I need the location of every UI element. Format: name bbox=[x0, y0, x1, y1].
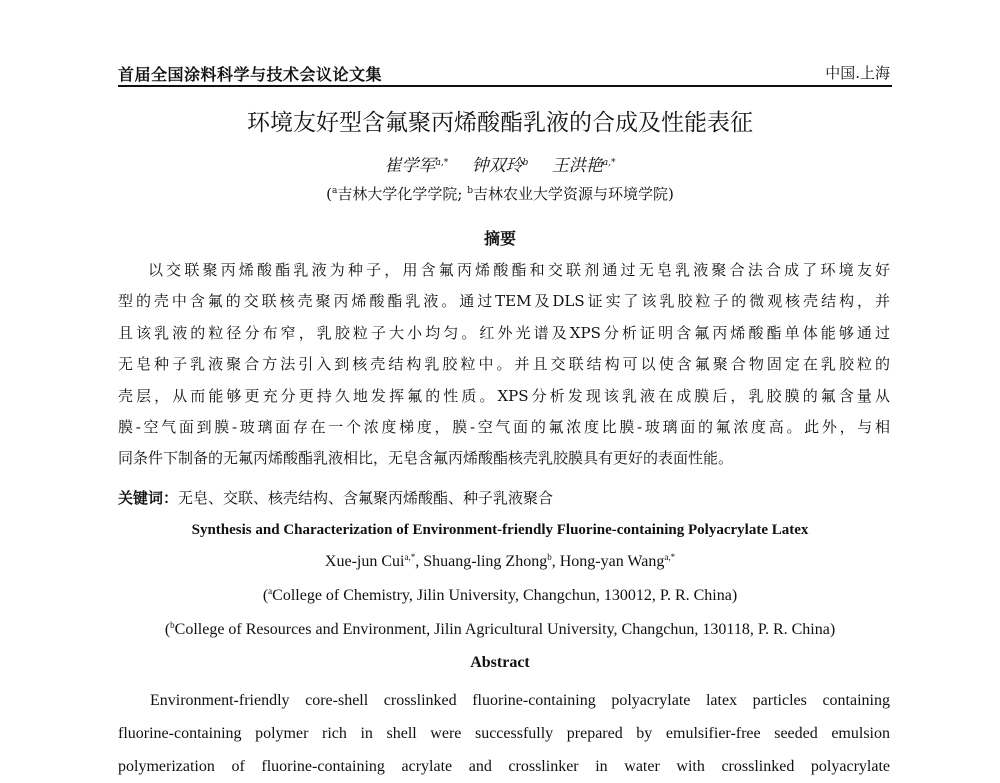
abstract-heading-cn: 摘要 bbox=[483, 229, 516, 248]
affiliations-cn: ($^a$吉林大学化学学院; $^b$吉林农业大学资源与环境学院) bbox=[326, 185, 674, 203]
author-3: 王洪艳$^{a,*}$ bbox=[551, 156, 616, 176]
abstract-body-en bbox=[118, 684, 890, 783]
paper-title-en: Synthesis and Characterization of Environment-friendly Fluorine-containing Polyacrylate Latex bbox=[191, 522, 809, 538]
running-header-location: 中国.上海 bbox=[825, 64, 890, 82]
abstract-line: 壳层，从而能够更充分更持久地发挥氟的性质。XPS分析发现该乳液在成膜后，乳胶膜的氟含量从 bbox=[118, 386, 890, 405]
keywords-text: 无皂、交联、核壳结构、含氟聚丙烯酸酯、种子乳液聚合 bbox=[178, 489, 554, 507]
running-header-title: 首届全国涂料科学与技术会议论文集 bbox=[118, 65, 383, 84]
keywords-cn bbox=[118, 487, 553, 508]
authors-cn bbox=[0, 151, 1000, 176]
abstract-line: 无皂种子乳液聚合方法引入到核壳结构乳胶粒中。并且交联结构可以使含氟聚合物固定在乳胶粒的 bbox=[118, 355, 890, 374]
abstract-line-en: Environment-friendly core-shell crosslinked fluorine-containing polyacrylate latex particles containing bbox=[150, 692, 890, 709]
keywords-label: 关键词： bbox=[118, 489, 179, 507]
abstract-body-cn bbox=[118, 255, 890, 475]
abstract-line-en: polymerization of fluorine-containing acrylate and crosslinker in water with crosslinked polyacrylate bbox=[118, 758, 890, 775]
author-1: 崔学军$^{a,*}$ bbox=[384, 156, 449, 176]
abstract-line-en: fluorine-containing polymer rich in shell were successfully prepared by emulsifier-free seeded emulsion bbox=[118, 725, 890, 742]
paper-title-cn: 环境友好型含氟聚丙烯酸酯乳液的合成及性能表征 bbox=[247, 110, 753, 136]
abstract-line: 膜-空气面到膜-玻璃面存在一个浓度梯度，膜-空气面的氟浓度比膜-玻璃面的氟浓度高。此外，与相 bbox=[118, 418, 890, 437]
authors-en: Xue-jun Cui$^{a,*}$, Shuang-ling Zhong$^b$, Hong-yan Wang$^{a,*}$ bbox=[324, 552, 676, 570]
abstract-line: 以交联聚丙烯酸酯乳液为种子，用含氟丙烯酸酯和交联剂通过无皂乳液聚合法合成了环境友好 bbox=[148, 261, 890, 279]
affiliation-a-en: ($^a$College of Chemistry, Jilin University, Changchun, 130012, P. R. China) bbox=[262, 586, 738, 604]
abstract-line: 且该乳液的粒径分布窄，乳胶粒子大小均匀。红外光谱及XPS分析证明含氟丙烯酸酯单体能够通过 bbox=[118, 323, 890, 342]
affiliation-b-en: ($^b$College of Resources and Environment, Jilin Agricultural University, Changchun, 130118, P. R. China) bbox=[164, 620, 836, 638]
abstract-line: 型的壳中含氟的交联核壳聚丙烯酸酯乳液。通过TEM及DLS证实了该乳胶粒子的微观核壳结构，并 bbox=[118, 292, 890, 311]
abstract-line: 同条件下制备的无氟丙烯酸酯乳液相比，无皂含氟丙烯酸酯核壳乳胶膜具有更好的表面性能。 bbox=[118, 449, 734, 468]
abstract-heading-en: Abstract bbox=[470, 654, 530, 671]
author-2: 钟双玲$^b$ bbox=[471, 156, 529, 176]
header-rule bbox=[118, 85, 892, 87]
